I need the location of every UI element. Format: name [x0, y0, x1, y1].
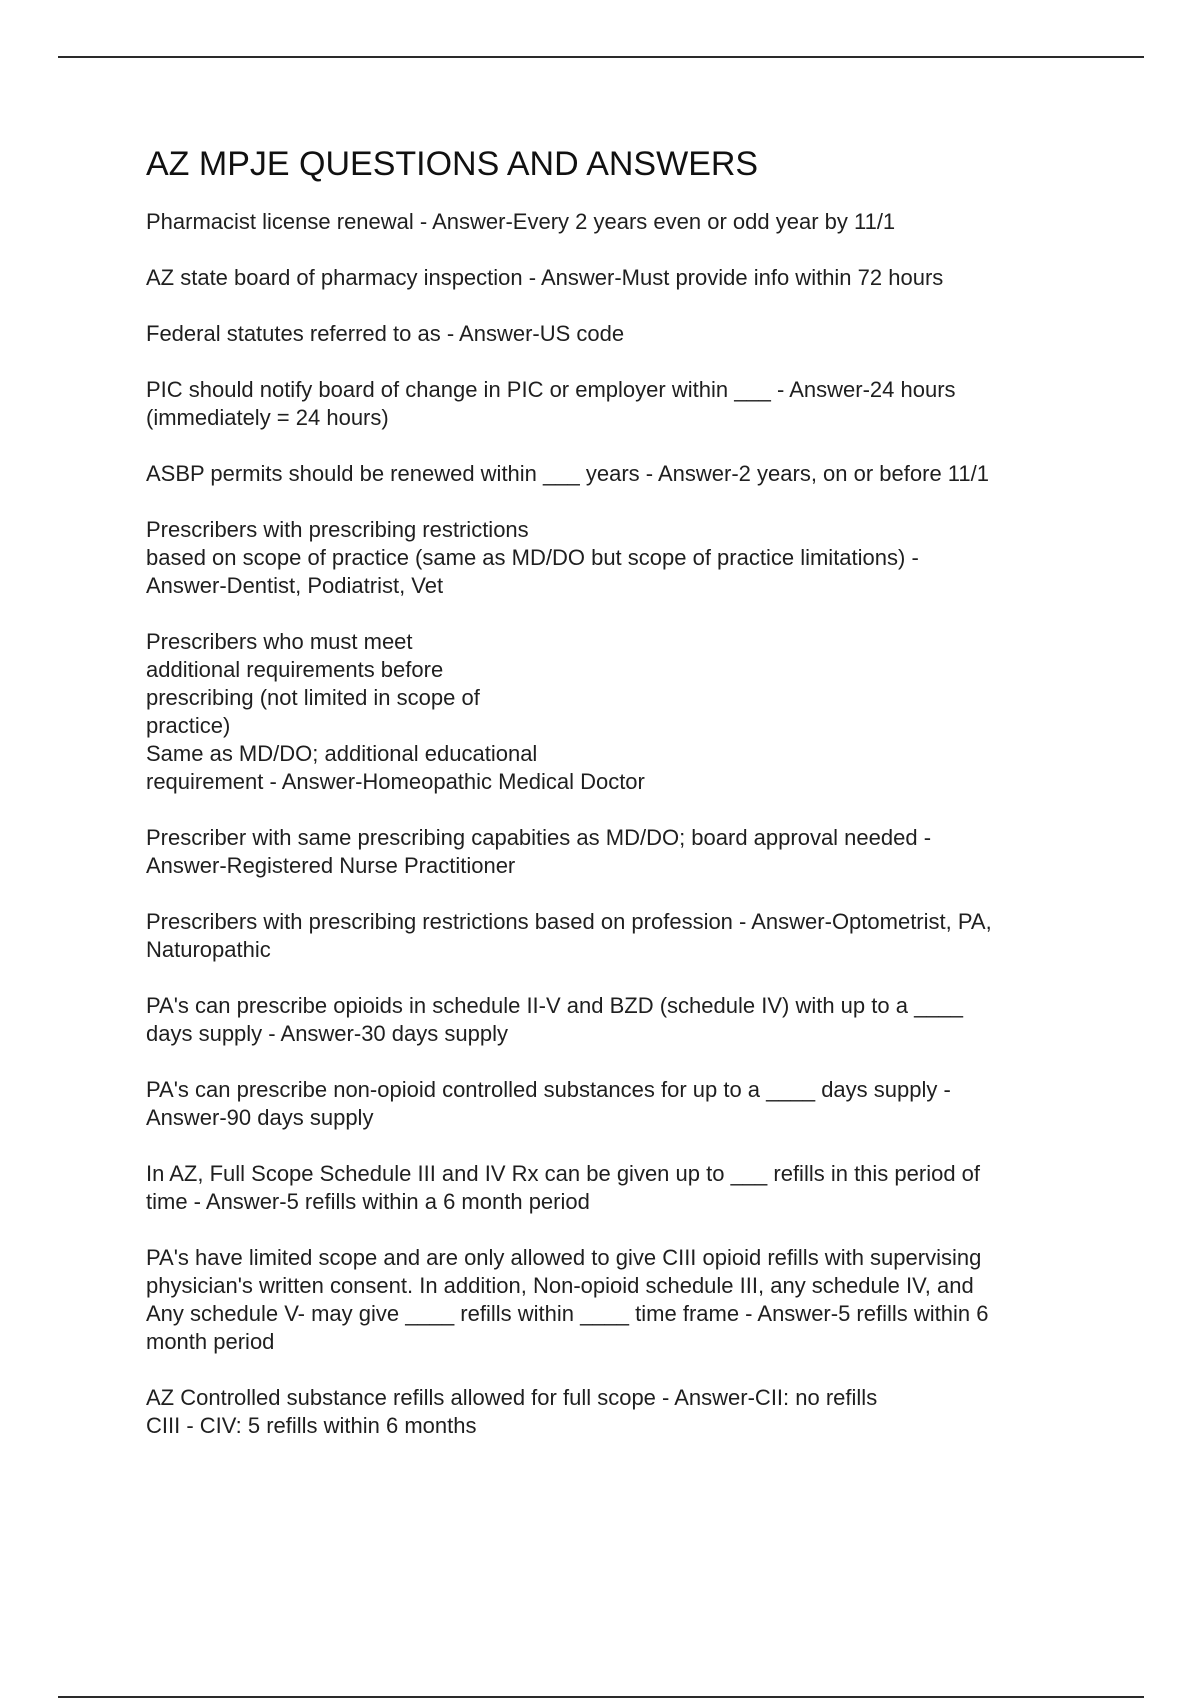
bottom-divider — [58, 1696, 1144, 1698]
qa-item-federal-statutes: Federal statutes referred to as - Answer-US code — [146, 321, 625, 346]
qa-item-license-renewal: Pharmacist license renewal - Answer-Every 2 years even or odd year by 11/1 — [146, 209, 896, 234]
qa-item-profession-restrictions: Prescribers with prescribing restrictions based on profession - Answer-Optometrist, PA, Naturopathic — [146, 909, 992, 962]
qa-item-pa-opioids: PA's can prescribe opioids in schedule II-V and BZD (schedule IV) with up to a ____ days supply - Answer-30 days supply — [146, 993, 964, 1046]
qa-item-pa-non-opioids: PA's can prescribe non-opioid controlled substances for up to a ____ days supply - Answer-90 days supply — [146, 1077, 951, 1130]
qa-item-pa-limited-refills: PA's have limited scope and are only allowed to give CIII opioid refills with supervising physician's written consent. In addition, Non-opioid schedule III, any schedule IV, and Any schedule V- may give ____ refills within ____ time frame - Answer-5 refills within 6 month period — [146, 1245, 989, 1354]
qa-item-asbp-permits: ASBP permits should be renewed within ___ years - Answer-2 years, on or before 11/1 — [146, 461, 989, 486]
qa-item-board-approval: Prescriber with same prescribing capabities as MD/DO; board approval needed - Answer-Registered Nurse Practitioner — [146, 825, 932, 878]
document-title: AZ MPJE QUESTIONS AND ANSWERS — [146, 145, 759, 183]
qa-item-full-scope-refills: In AZ, Full Scope Schedule III and IV Rx can be given up to ___ refills in this period of time - Answer-5 refills within a 6 month period — [146, 1161, 981, 1214]
qa-item-pic-notify: PIC should notify board of change in PIC or employer within ___ - Answer-24 hours (immediately = 24 hours) — [146, 377, 956, 430]
qa-item-scope-restrictions: Prescribers with prescribing restrictions based on scope of practice (same as MD/DO but scope of practice limitations) - Answer-Dentist, Podiatrist, Vet — [146, 517, 919, 598]
qa-item-board-inspection: AZ state board of pharmacy inspection - Answer-Must provide info within 72 hours — [146, 265, 944, 290]
qa-item-additional-requirements: Prescribers who must meet additional requirements before prescribing (not limited in scope of practice) Same as MD/DO; additional educational requirement - Answer-Homeopathic Medical Doctor — [146, 629, 645, 794]
document-body — [146, 142, 1106, 1468]
qa-item-controlled-refills: AZ Controlled substance refills allowed for full scope - Answer-CII: no refills CIII - CIV: 5 refills within 6 months — [146, 1385, 878, 1438]
top-divider — [58, 56, 1144, 58]
